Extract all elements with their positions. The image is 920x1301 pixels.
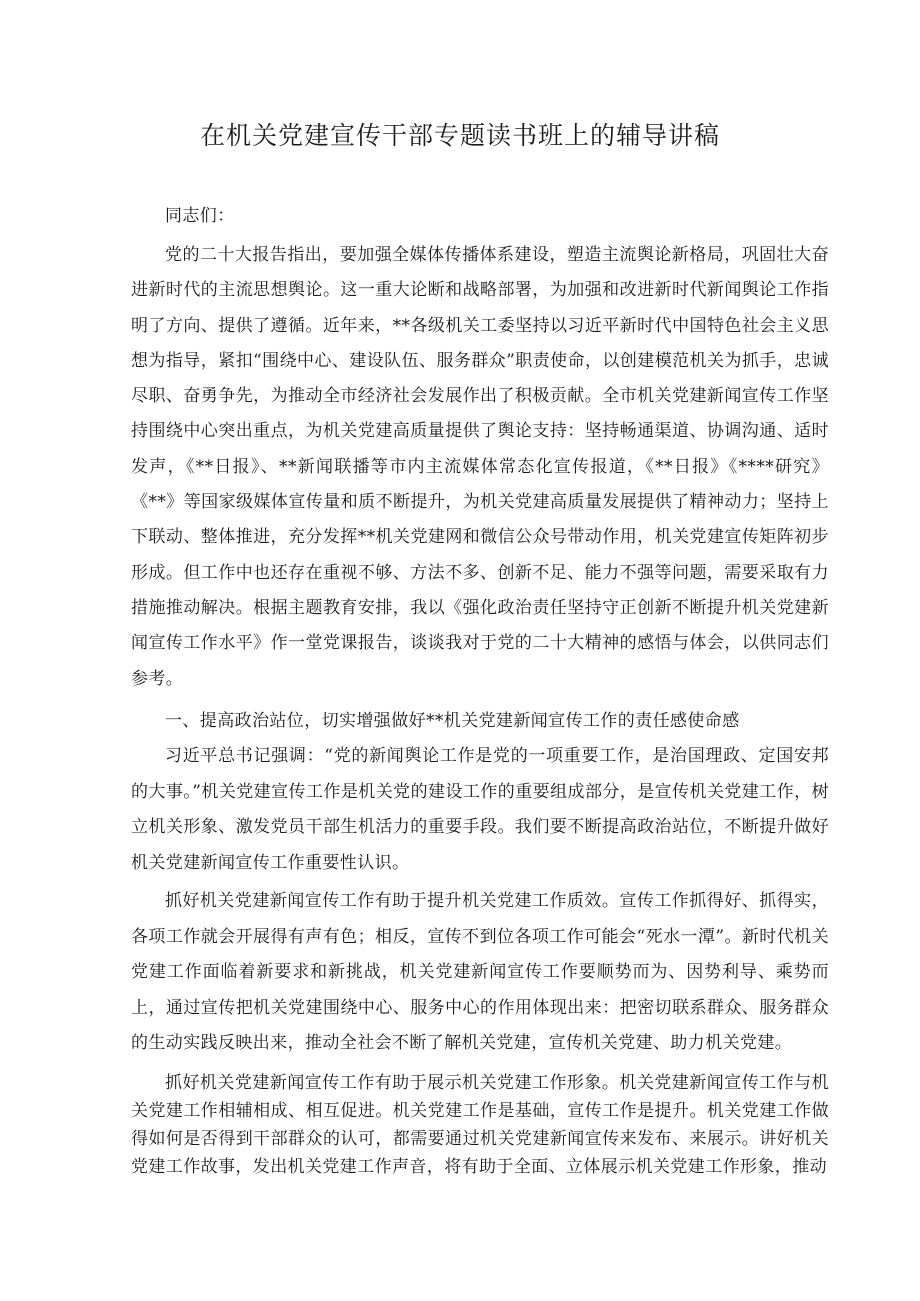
- salutation: 同志们：: [165, 206, 235, 226]
- section-heading-1: 一、提高政治站位，切实增强做好**机关党建新闻宣传工作的责任感使命感: [165, 711, 740, 731]
- paragraph-quote: 习近平总书记强调：“党的新闻舆论工作是党的一项重要工作，是治国理政、定国安邦的大事。”机关党建宣传工作是机关党的建设工作的重要组成部分，是宣传机关党建工作，树立机关形象、激发党员干部生机活力的重要手段。我们要不断提高政治站位，不断提升做好机关党建新闻宣传工作重要性认识。: [131, 746, 829, 873]
- paragraph-intro: 党的二十大报告指出，要加强全媒体传播体系建设，塑造主流舆论新格局，巩固壮大奋进新时代的主流思想舆论。这一重大论断和战略部署，为加强和改进新时代新闻舆论工作指明了方向、提供了遵循。近年来，**各级机关工委坚持以习近平新时代中国特色社会主义思想为指导，紧扣“围绕中心、建设队伍、服务群众”职责使命，以创建模范机关为抓手，忠诚尽职、奋勇争先，为推动全市经济社会发展作出了积极贡献。全市机关党建新闻宣传工作坚持围绕中心突出重点，为机关党建高质量提供了舆论支持：坚持畅通渠道、协调沟通、适时发声，《**日报》、**新闻联播等市内主流媒体常态化宣传报道，《**日报》《****研究》《**》等国家级媒体宣传量和质不断提升，为机关党建高质量发展提供了精神动力；坚持上下联动、整体推进，充分发挥**机关党建网和微信公众号带动作用，机关党建宣传矩阵初步形成。但工作中也还存在重视不够、方法不多、创新不足、能力不强等问题，需要采取有力措施推动解决。根据主题教育安排，我以《强化政治责任坚持守正创新不断提升机关党建新闻宣传工作水平》作一堂党课报告，谈谈我对于党的二十大精神的感悟与体会，以供同志们参考。: [131, 245, 829, 689]
- paragraph-image: 抓好机关党建新闻宣传工作有助于展示机关党建工作形象。机关党建新闻宣传工作与机关党建工作相辅相成、相互促进。机关党建工作是基础，宣传工作是提升。机关党建工作做得如何是否得到干部群众的认可，都需要通过机关党建新闻宣传来发布、来展示。讲好机关党建工作故事，发出机关党建工作声音，将有助于全面、立体展示机关党建工作形象，推动: [131, 1073, 829, 1177]
- document-title: 在机关党建宣传干部专题读书班上的辅导讲稿: [199, 121, 720, 150]
- paragraph-quality: 抓好机关党建新闻宣传工作有助于提升机关党建工作质效。宣传工作抓得好、抓得实，各项工作就会开展得有声有色；相反，宣传不到位各项工作可能会“死水一潭”。新时代机关党建工作面临着新要求和新挑战，机关党建新闻宣传工作要顺势而为、因势利导、乘势而上，通过宣传把机关党建围绕中心、服务中心的作用体现出来：把密切联系群众、服务群众的生动实践反映出来，推动全社会不断了解机关党建，宣传机关党建、助力机关党建。: [131, 891, 829, 1053]
